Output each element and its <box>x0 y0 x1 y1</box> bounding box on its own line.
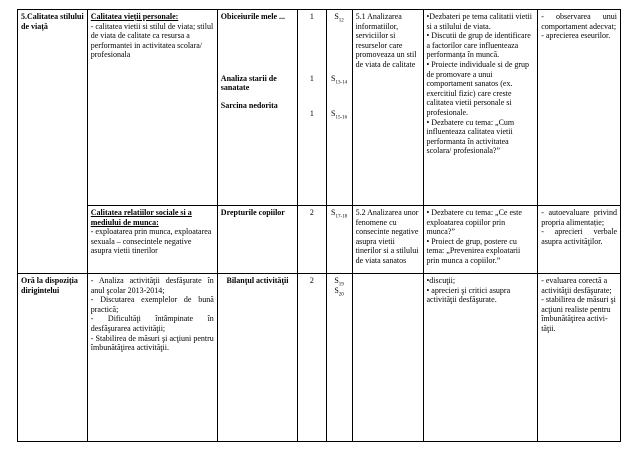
lesson-cell <box>217 206 297 274</box>
hours-cell <box>298 274 326 442</box>
week-value: $S_{13-14}$ <box>331 73 348 86</box>
lesson-cell <box>217 10 297 206</box>
table-row <box>18 10 621 206</box>
hours-value: 1 <box>309 73 314 83</box>
evaluation-item: - aprecieri verbale asupra activităţilor. <box>541 227 617 246</box>
content-item: - Dificultăţi întâmpinate în desfăşurarea activităţii; <box>90 314 214 333</box>
lesson-title: Bilanţul activităţii <box>226 276 289 285</box>
evaluation-item: - aprecierea eseurilor. <box>541 31 611 41</box>
competence-text: 5.2 Analizarea unor fenomene cu consecinte negative asupra vietii tinerilor si a stilului de viata sanatos <box>355 208 419 265</box>
week-value: $S_{19}$ <box>334 276 344 288</box>
hours-cell <box>298 10 326 206</box>
competence-cell <box>352 206 423 274</box>
content-cell <box>87 274 217 442</box>
content-item: - Stabilirea de măsuri şi acţiuni pentru îmbunătăţirea activităţii. <box>90 333 214 353</box>
content-cell <box>87 206 217 274</box>
module-title: 5.Calitatea stilului de viață <box>21 12 84 31</box>
week-value: $S_{17-18}$ <box>331 208 348 220</box>
content-title: Calitatea vieții personale: <box>90 12 179 21</box>
activities-cell <box>423 206 538 274</box>
week-cell <box>326 206 352 274</box>
evaluation-item: - stabilirea de măsuri şi acţiuni realiste pentru îmbunătăţirea activi-tăţii. <box>541 295 616 333</box>
module-title-cell <box>18 274 88 442</box>
evaluation-item: - observarea unui comportament adecvat; <box>541 12 617 31</box>
competence-cell <box>352 274 423 442</box>
lesson-title: Analiza starii de sanatate <box>220 73 277 93</box>
curriculum-table <box>17 9 621 442</box>
hours-value: 2 <box>309 208 314 217</box>
competence-text: 5.1 Analizarea informatiilor, serviciilor si resurselor care promoveaza un stil de viata de calitate <box>355 12 417 69</box>
table-row <box>18 206 621 274</box>
week-value: $S_{20}$ <box>334 285 344 298</box>
week-cell <box>326 274 352 442</box>
table-row <box>18 274 621 442</box>
competence-cell <box>352 10 423 206</box>
evaluation-cell <box>538 274 621 442</box>
content-item: - Discutarea exemplelor de bună practică; <box>90 295 214 314</box>
evaluation-cell <box>538 10 621 206</box>
hours-value: 1 <box>309 109 314 119</box>
activity-item: • Discutii de grup de identificare a factorilor care influenteaza performanța în muncă. <box>426 31 531 60</box>
activities-cell <box>423 10 538 206</box>
lesson-title: Drepturile copiilor <box>220 208 285 217</box>
evaluation-item: - autoevaluare privind propria alimentație; <box>541 208 617 227</box>
activity-item: • Dezbatere cu tema: „Cum influenteaza calitatea vietii performanta în activitatea scolara/ profesionala?” <box>426 117 515 156</box>
activity-item: • Proiecte individuale si de grup de promovare a unui comportament sanatos (ex. exercitiul fizic) care creste calitatea vietii personale si profesionale. <box>426 59 530 117</box>
activity-item: • aprecieri şi critici asupra activităţii desfăşurate. <box>426 285 511 305</box>
content-body: - calitatea vietii si stilul de viata; stilul de viata de calitate ca resursa a performantei in activitatea scolara/ profesionala <box>90 21 214 60</box>
hours-value: 2 <box>309 276 314 285</box>
hours-value: 1 <box>309 12 314 21</box>
lesson-cell <box>217 274 297 442</box>
week-value: $S_{12}$ <box>334 12 344 24</box>
content-body: - exploatarea prin munca, exploatarea sexuala – consecintele negative asupra vietii tinerilor <box>90 227 212 256</box>
content-item: - Analiza activităţii desfăşurate în anul şcolar 2013-2014; <box>90 276 214 295</box>
activity-item: • Proiect de grup, postere cu tema: „Prevenirea exploatarii prin munca a copiilor.” <box>426 236 521 265</box>
activities-cell <box>423 274 538 442</box>
week-cell <box>326 10 352 206</box>
lesson-title: Sarcina nedorita <box>220 100 278 110</box>
module-title-cell <box>18 10 88 274</box>
lesson-title: Obiceiurile mele ... <box>220 12 285 21</box>
evaluation-cell <box>538 206 621 274</box>
activity-item: •Dezbateri pe tema calitatii vietii si a stilului de viata. <box>426 12 532 31</box>
activity-item: •discuţii; <box>426 276 456 285</box>
module-title: Oră la dispoziția dirigintelui <box>21 276 78 295</box>
week-value: $S_{15-16}$ <box>331 109 348 121</box>
evaluation-item: - evaluarea corectă a activităţii desfăşurate; <box>541 276 612 295</box>
activity-item: • Dezbatere cu tema: „Ce este exploatarea copiilor prin munca?” <box>426 208 522 237</box>
content-title: Calitatea relatiilor sociale si a mediului de munca: <box>90 208 192 227</box>
content-cell <box>87 10 217 206</box>
hours-cell <box>298 206 326 274</box>
